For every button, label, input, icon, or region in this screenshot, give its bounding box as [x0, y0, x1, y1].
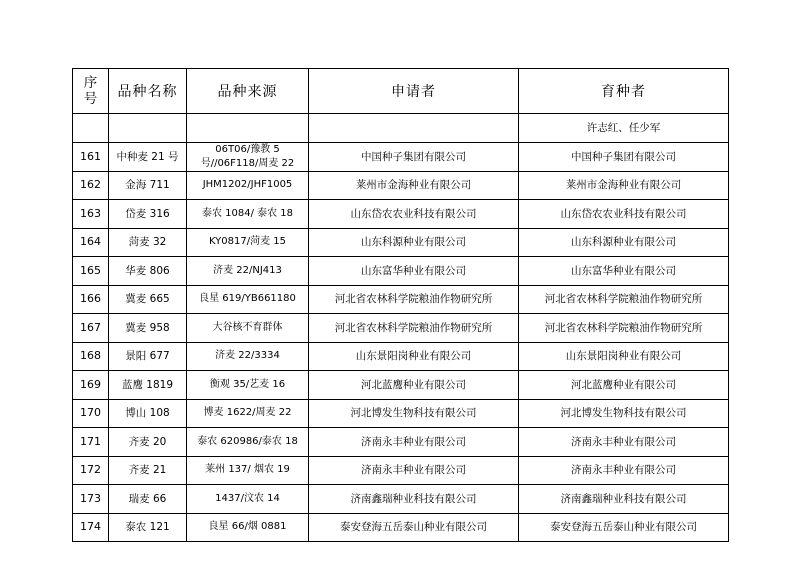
cell-variety-source: 良星 66/烟 0881: [187, 513, 309, 542]
cell-sequence: 169: [73, 371, 109, 400]
cell-variety-source: 济麦 22/3334: [187, 342, 309, 371]
cell-breeder: 济南永丰种业有限公司: [519, 428, 729, 457]
cell-variety-source: 济麦 22/NJ413: [187, 257, 309, 286]
cell-variety-source: 衡观 35/艺麦 16: [187, 371, 309, 400]
cell-breeder: 河北省农林科学院粮油作物研究所: [519, 285, 729, 314]
column-header-sequence: [73, 69, 109, 114]
cell-breeder: 山东景阳岗种业有限公司: [519, 342, 729, 371]
cell-sequence: 170: [73, 399, 109, 428]
table-header-row: [73, 69, 729, 114]
table-row: [73, 142, 729, 171]
cell-variety-name: 菏麦 32: [109, 228, 187, 257]
cell-variety-name: 岱麦 316: [109, 200, 187, 229]
cell-variety-source: 莱州 137/ 烟农 19: [187, 456, 309, 485]
column-header-breeder: 育种者: [519, 69, 729, 114]
cell-applicant: 泰安登海五岳泰山种业有限公司: [309, 513, 519, 542]
cell-applicant: 济南鑫瑞种业科技有限公司: [309, 485, 519, 514]
cell-applicant: 河北蓝鹰种业有限公司: [309, 371, 519, 400]
cell-applicant: 中国种子集团有限公司: [309, 142, 519, 171]
cell-variety-name: 华麦 806: [109, 257, 187, 286]
cell-applicant: 河北博发生物科技有限公司: [309, 399, 519, 428]
cell-breeder: 山东岱农农业科技有限公司: [519, 200, 729, 229]
variety-table: [72, 68, 729, 542]
cell-variety-source: [187, 114, 309, 143]
cell-breeder: 许志红、任少军: [519, 114, 729, 143]
table-row: [73, 485, 729, 514]
table-row: [73, 342, 729, 371]
cell-breeder: 中国种子集团有限公司: [519, 142, 729, 171]
table-body: [73, 114, 729, 542]
cell-variety-name: 冀麦 958: [109, 314, 187, 343]
cell-sequence: 161: [73, 142, 109, 171]
cell-applicant: [309, 114, 519, 143]
cell-variety-source: 大谷核不育群体: [187, 314, 309, 343]
cell-variety-name: 瑞麦 66: [109, 485, 187, 514]
cell-applicant: 济南永丰种业有限公司: [309, 428, 519, 457]
cell-sequence: 165: [73, 257, 109, 286]
cell-sequence: 168: [73, 342, 109, 371]
table-row: [73, 314, 729, 343]
cell-variety-source: KY0817/菏麦 15: [187, 228, 309, 257]
cell-variety-name: 博山 108: [109, 399, 187, 428]
table-row: [73, 257, 729, 286]
table-row: [73, 200, 729, 229]
cell-variety-name: 蓝鹰 1819: [109, 371, 187, 400]
cell-applicant: 河北省农林科学院粮油作物研究所: [309, 314, 519, 343]
cell-breeder: 河北博发生物科技有限公司: [519, 399, 729, 428]
table-row: [73, 456, 729, 485]
cell-variety-source: 1437/汶农 14: [187, 485, 309, 514]
cell-breeder: 河北蓝鹰种业有限公司: [519, 371, 729, 400]
cell-variety-name: 冀麦 665: [109, 285, 187, 314]
cell-sequence: 166: [73, 285, 109, 314]
table-row: [73, 428, 729, 457]
table-row: [73, 513, 729, 542]
cell-applicant: 莱州市金海种业有限公司: [309, 171, 519, 200]
cell-applicant: 济南永丰种业有限公司: [309, 456, 519, 485]
cell-sequence: 173: [73, 485, 109, 514]
cell-breeder: 山东富华种业有限公司: [519, 257, 729, 286]
cell-sequence: 162: [73, 171, 109, 200]
column-header-sequence-line2: 号: [83, 91, 98, 107]
cell-applicant: 山东科源种业有限公司: [309, 228, 519, 257]
cell-sequence: 167: [73, 314, 109, 343]
cell-variety-name: 齐麦 20: [109, 428, 187, 457]
cell-variety-source: 博麦 1622/周麦 22: [187, 399, 309, 428]
cell-variety-source: 泰农 1084/ 泰农 18: [187, 200, 309, 229]
column-header-applicant: 申请者: [309, 69, 519, 114]
variety-table-container: [72, 68, 728, 542]
table-row: [73, 171, 729, 200]
cell-breeder: 山东科源种业有限公司: [519, 228, 729, 257]
cell-breeder: 莱州市金海种业有限公司: [519, 171, 729, 200]
cell-variety-name: 景阳 677: [109, 342, 187, 371]
table-row: [73, 399, 729, 428]
cell-applicant: 山东岱农农业科技有限公司: [309, 200, 519, 229]
cell-sequence: 172: [73, 456, 109, 485]
column-header-variety-name: 品种名称: [109, 69, 187, 114]
column-header-variety-source: 品种来源: [187, 69, 309, 114]
cell-applicant: 山东景阳岗种业有限公司: [309, 342, 519, 371]
cell-variety-source: 泰农 620986/泰农 18: [187, 428, 309, 457]
cell-variety-source: JHM1202/JHF1005: [187, 171, 309, 200]
cell-variety-source: 良星 619/YB661180: [187, 285, 309, 314]
cell-breeder: 泰安登海五岳泰山种业有限公司: [519, 513, 729, 542]
cell-variety-name: 泰农 121: [109, 513, 187, 542]
cell-applicant: 河北省农林科学院粮油作物研究所: [309, 285, 519, 314]
cell-variety-name: [109, 114, 187, 143]
cell-sequence: 164: [73, 228, 109, 257]
column-header-sequence-line1: 序: [83, 75, 98, 91]
cell-variety-name: 中种麦 21 号: [109, 142, 187, 171]
cell-variety-name: 齐麦 21: [109, 456, 187, 485]
cell-sequence: 171: [73, 428, 109, 457]
table-row: [73, 114, 729, 143]
table-row: [73, 285, 729, 314]
cell-sequence: 163: [73, 200, 109, 229]
cell-variety-name: 金海 711: [109, 171, 187, 200]
cell-breeder: 济南永丰种业有限公司: [519, 456, 729, 485]
table-row: [73, 371, 729, 400]
cell-variety-source: 06T06/豫教 5 号//06F118/周麦 22: [187, 142, 309, 171]
cell-sequence: [73, 114, 109, 143]
cell-sequence: 174: [73, 513, 109, 542]
table-row: [73, 228, 729, 257]
cell-applicant: 山东富华种业有限公司: [309, 257, 519, 286]
cell-breeder: 济南鑫瑞种业科技有限公司: [519, 485, 729, 514]
cell-breeder: 河北省农林科学院粮油作物研究所: [519, 314, 729, 343]
table-header: [73, 69, 729, 114]
